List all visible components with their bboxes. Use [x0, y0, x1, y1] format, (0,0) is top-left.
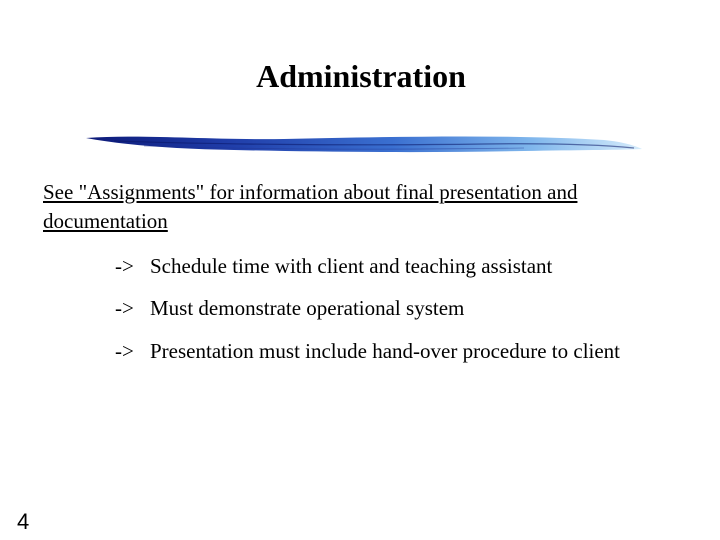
arrow-marker: ->	[115, 339, 134, 363]
sub-item-presentation	[115, 337, 620, 365]
title-underline-brush-stroke	[84, 128, 644, 164]
assignments-link-line2[interactable]: documentation	[43, 209, 168, 233]
arrow-marker: ->	[115, 254, 134, 278]
sub-item-text: Must demonstrate operational system	[150, 296, 465, 320]
sub-item-text: Presentation must include hand-over procedure to client	[150, 339, 621, 363]
arrow-marker: ->	[115, 296, 134, 320]
assignments-link-line1[interactable]: See "Assignments" for information about final presentation and	[43, 180, 578, 204]
sub-item-text: Schedule time with client and teaching assistant	[150, 254, 553, 278]
assignments-note	[43, 178, 683, 236]
sub-item-schedule	[115, 252, 552, 280]
slide-title: Administration	[256, 58, 466, 94]
sub-item-demonstrate	[115, 294, 464, 322]
page-number: 4	[17, 509, 30, 534]
